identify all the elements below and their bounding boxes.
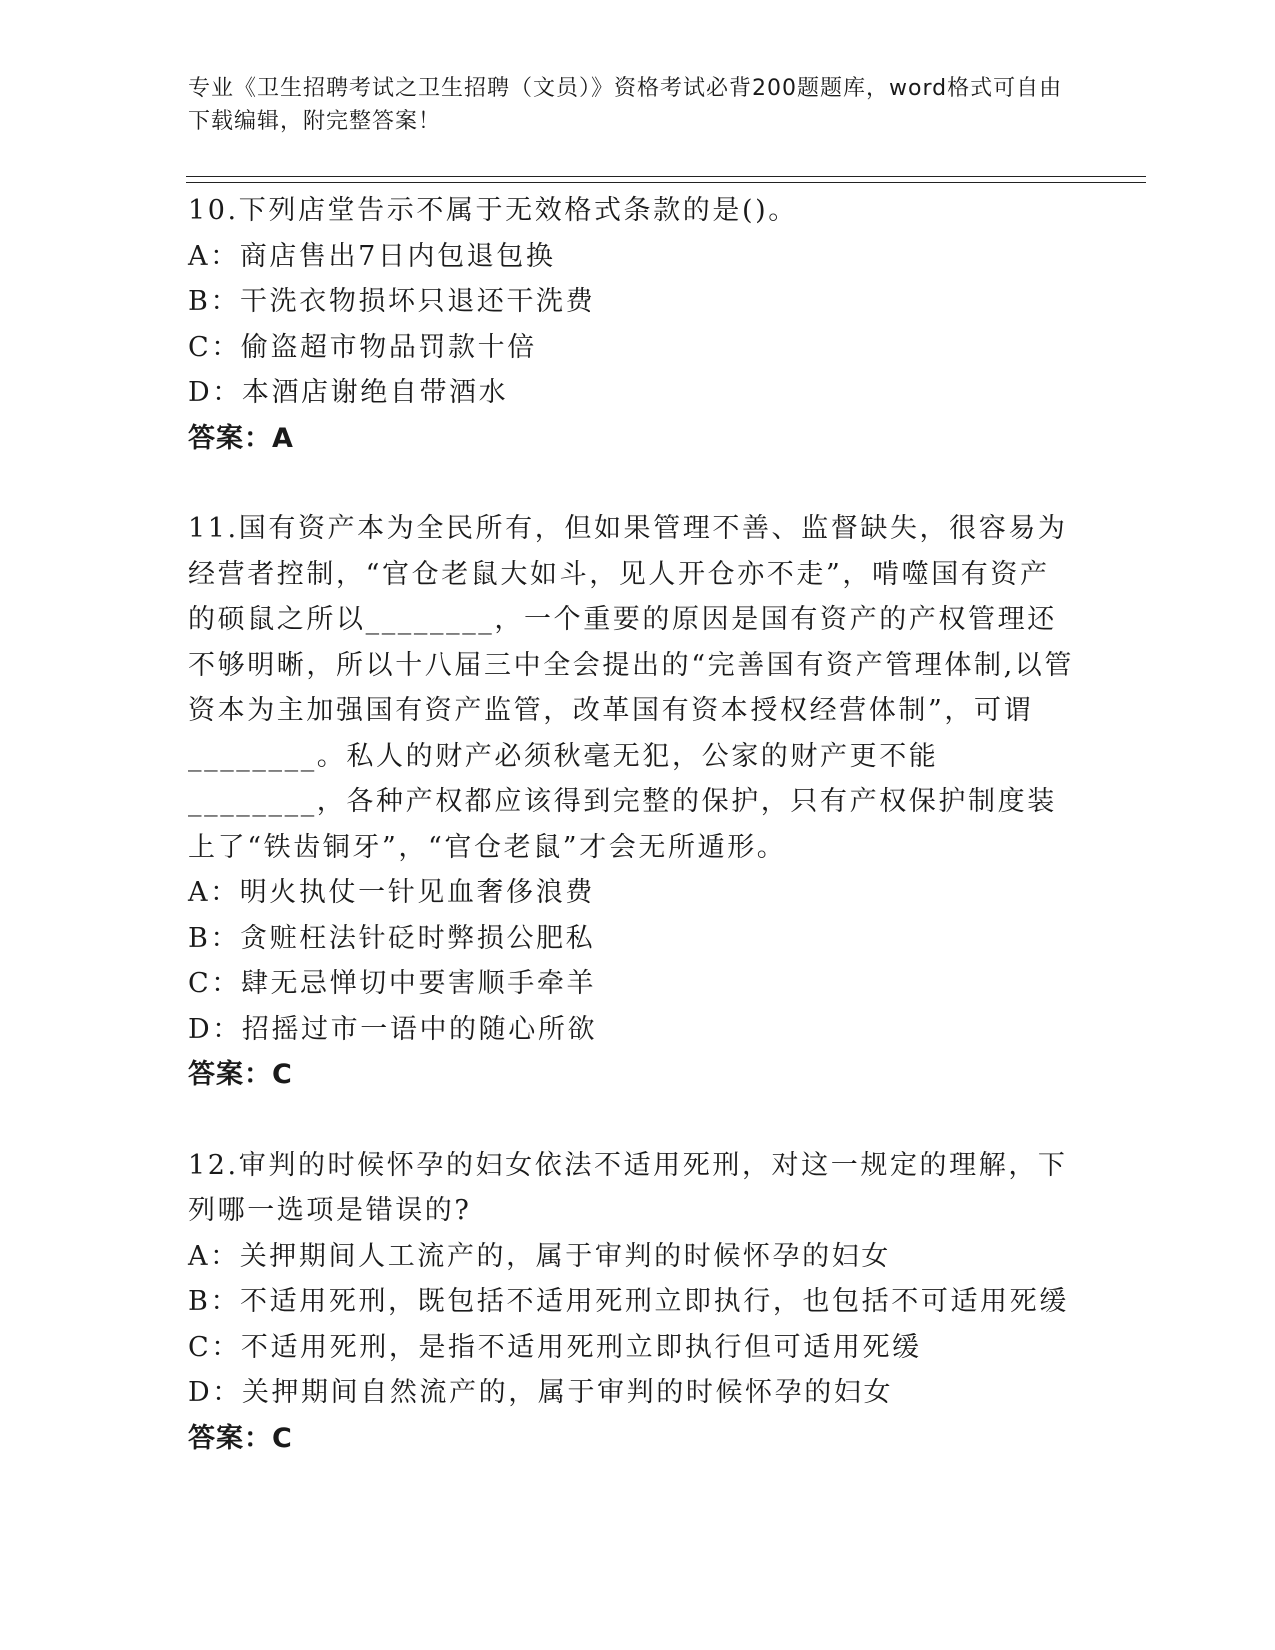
option-a: A：商店售出7日内包退包换: [188, 240, 556, 272]
question-10: [188, 188, 1078, 461]
option-d: D：招摇过市一语中的随心所欲: [188, 1013, 598, 1045]
question-stem: 11.国有资产本为全民所有，但如果管理不善、监督缺失，很容易为经营者控制，“官仓老鼠大如斗，见人开仓亦不走”，啃噬国有资产的硕鼠之所以________，一个重要的原因是国有资产的产权管理还不够明晰，所以十八届三中全会提出的“完善国有资产管理体制,以管资本为主加强国有资产监管，改革国有资本授权经营体制”，可谓________。私人的财产必须秋毫无犯，公家的财产更不能________，各种产权都应该得到完整的保护，只有产权保护制度装上了“铁齿铜牙”，“官仓老鼠”才会无所遁形。: [188, 513, 1074, 863]
question-12: [188, 1143, 1078, 1462]
header-divider-top: [186, 176, 1146, 177]
option-a: A：明火执仗一针见血奢侈浪费: [188, 877, 595, 908]
answer-label: 答案：A: [188, 422, 294, 454]
option-b: B：贪赃枉法针砭时弊损公肥私: [188, 922, 596, 954]
answer-label: 答案：C: [188, 1422, 293, 1454]
question-11: [188, 506, 1078, 1098]
option-d: D：关押期间自然流产的，属于审判的时候怀孕的妇女: [188, 1377, 894, 1408]
option-c: C：偷盗超市物品罚款十倍: [188, 331, 537, 363]
option-c: C：肆无忌惮切中要害顺手牵羊: [188, 968, 597, 999]
answer-label: 答案：C: [188, 1059, 293, 1090]
option-d: D：本酒店谢绝自带酒水: [188, 377, 509, 408]
option-c: C：不适用死刑，是指不适用死刑立即执行但可适用死缓: [188, 1331, 922, 1363]
header-divider-bottom: [186, 182, 1146, 183]
option-b: B：干洗衣物损坏只退还干洗费: [188, 286, 596, 317]
option-b: B：不适用死刑，既包括不适用死刑立即执行，也包括不可适用死缓: [188, 1286, 1069, 1317]
question-list: [188, 188, 1078, 1461]
document-header: 专业《卫生招聘考试之卫生招聘（文员）》资格考试必背200题题库，word格式可自由下载编辑，附完整答案！: [188, 76, 1063, 134]
question-stem: 12.审判的时候怀孕的妇女依法不适用死刑，对这一规定的理解，下列哪一选项是错误的?: [188, 1149, 1068, 1226]
question-stem: 10.下列店堂告示不属于无效格式条款的是()。: [188, 195, 798, 226]
option-a: A：关押期间人工流产的，属于审判的时候怀孕的妇女: [188, 1240, 891, 1272]
